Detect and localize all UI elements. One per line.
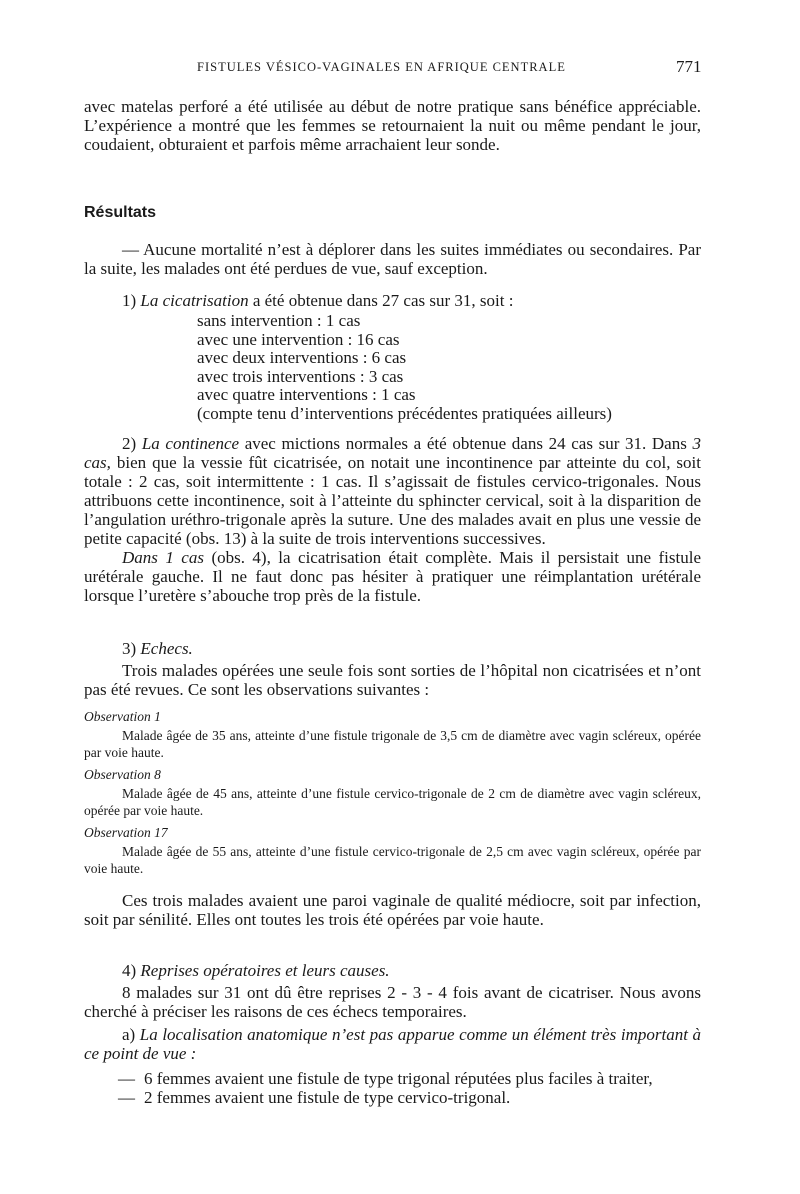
observation-text: Malade âgée de 55 ans, atteinte d’une fistule cervico-trigonale de 2,5 cm avec vagin scléreux, opérée par voie haute. [84, 844, 701, 876]
dash-mark: — [118, 1069, 135, 1088]
dash-list [118, 1069, 701, 1107]
continence-number: 2) [122, 434, 137, 453]
dash-item [118, 1088, 701, 1107]
list-item: avec trois interventions : 3 cas [197, 366, 404, 386]
continence-cases: 3 cas, [84, 434, 701, 472]
cicatrisation-text: a été obtenue dans 27 cas sur 31, soit : [248, 291, 514, 310]
observation-body [84, 727, 701, 761]
reprises-label: Reprises opératoires et leurs causes. [140, 961, 390, 980]
observation-text: Malade âgée de 35 ans, atteinte d’une fistule trigonale de 3,5 cm de diamètre avec vagin scléreux, opérée par voie haute. [84, 728, 701, 760]
observation-body [84, 785, 701, 819]
mortality-paragraph [84, 240, 701, 278]
cicatrisation-list [197, 312, 612, 423]
intro-paragraph [84, 97, 701, 154]
list-item: avec une intervention : 16 cas [197, 329, 400, 349]
echecs-paragraph [84, 639, 701, 699]
observation-body [84, 843, 701, 877]
dash-mark: — [118, 1088, 135, 1107]
echecs-conclusion [84, 891, 701, 929]
echecs-conclusion-text: Ces trois malades avaient une paroi vaginale de qualité médiocre, soit par infection, soit par sénilité. Elles ont toutes les trois été opérées par voie haute. [84, 891, 701, 929]
cicatrisation-paragraph [84, 291, 701, 310]
mortality-text: — Aucune mortalité n’est à déplorer dans les suites immédiates ou secondaires. Par la suite, les malades ont été perdues de vue, sauf exception. [84, 240, 701, 278]
continence-text-1: avec mictions normales a été obtenue dans 24 cas sur 31. Dans [239, 434, 693, 453]
cicatrisation-number: 1) [122, 291, 137, 310]
dash-item-text: 2 femmes avaient une fistule de type cervico-trigonal. [144, 1088, 511, 1107]
section-heading: Résultats [84, 204, 157, 221]
page-number: 771 [676, 57, 702, 76]
echecs-number: 3) [122, 639, 137, 658]
continence-case2-label: Dans 1 cas [122, 548, 204, 567]
echecs-label: Echecs. [140, 639, 193, 658]
continence-text-2: bien que la vessie fût cicatrisée, on notait une incontinence par atteinte du col, soit totale : 2 cas, soit intermittente : 1 cas. Il s’agissait de fistules cervico-trigonales. Nous attribuons cette incontinence, soit à l’atteinte du sphincter cervical, soit à la disparition de l’angulation uréthro-trigonale après la suture. Une des malades avait en plus une vessie de petite capacité (obs. 13) à la suite de trois interventions successives. [84, 453, 701, 548]
reprises-a-number: a) [122, 1025, 136, 1044]
observation-text: Malade âgée de 45 ans, atteinte d’une fistule cervico-trigonale de 2 cm de diamètre avec vagin scléreux, opérée par voie haute. [84, 786, 701, 818]
observation-title: Observation 17 [84, 825, 168, 840]
running-title: FISTULES VÉSICO-VAGINALES EN AFRIQUE CENTRALE [197, 60, 566, 74]
list-item: avec quatre interventions : 1 cas [197, 385, 416, 404]
continence-case2-text: (obs. 4), la cicatrisation était complète. Mais il persistait une fistule urétérale gauche. Il ne faut donc pas hésiter à pratiquer une réimplantation urétérale lorsque l’uretère s’abouche trop près de la fistule. [84, 548, 701, 605]
dash-item [118, 1069, 701, 1088]
list-item: (compte tenu d’interventions précédentes pratiquées ailleurs) [197, 403, 612, 423]
continence-label: La continence [141, 434, 240, 453]
list-item: sans intervention : 1 cas [197, 311, 361, 330]
observation-title: Observation 8 [84, 767, 161, 782]
reprises-a-text: La localisation anatomique n’est pas apparue comme un élément très important à ce point de vue : [84, 1025, 702, 1063]
intro-text: avec matelas perforé a été utilisée au début de notre pratique sans bénéfice appréciable. L’expérience a montré que les femmes se retournaient la nuit ou même pendant le jour, coudaient, obturaient et parfois même arrachaient leur sonde. [84, 97, 701, 154]
cicatrisation-label: La cicatrisation [140, 291, 249, 310]
reprises-number: 4) [122, 961, 137, 980]
reprises-paragraph [84, 961, 701, 1063]
continence-paragraph [84, 434, 701, 605]
echecs-text: Trois malades opérées une seule fois sont sorties de l’hôpital non cicatrisées et n’ont pas été revues. Ce sont les observations suivantes : [84, 661, 701, 699]
reprises-text: 8 malades sur 31 ont dû être reprises 2 - 3 - 4 fois avant de cicatriser. Nous avons cherché à préciser les raisons de ces échecs temporaires. [84, 983, 701, 1021]
list-item: avec deux interventions : 6 cas [197, 348, 407, 367]
dash-item-text: 6 femmes avaient une fistule de type trigonal réputées plus faciles à traiter, [144, 1069, 653, 1088]
observation-title: Observation 1 [84, 709, 161, 724]
